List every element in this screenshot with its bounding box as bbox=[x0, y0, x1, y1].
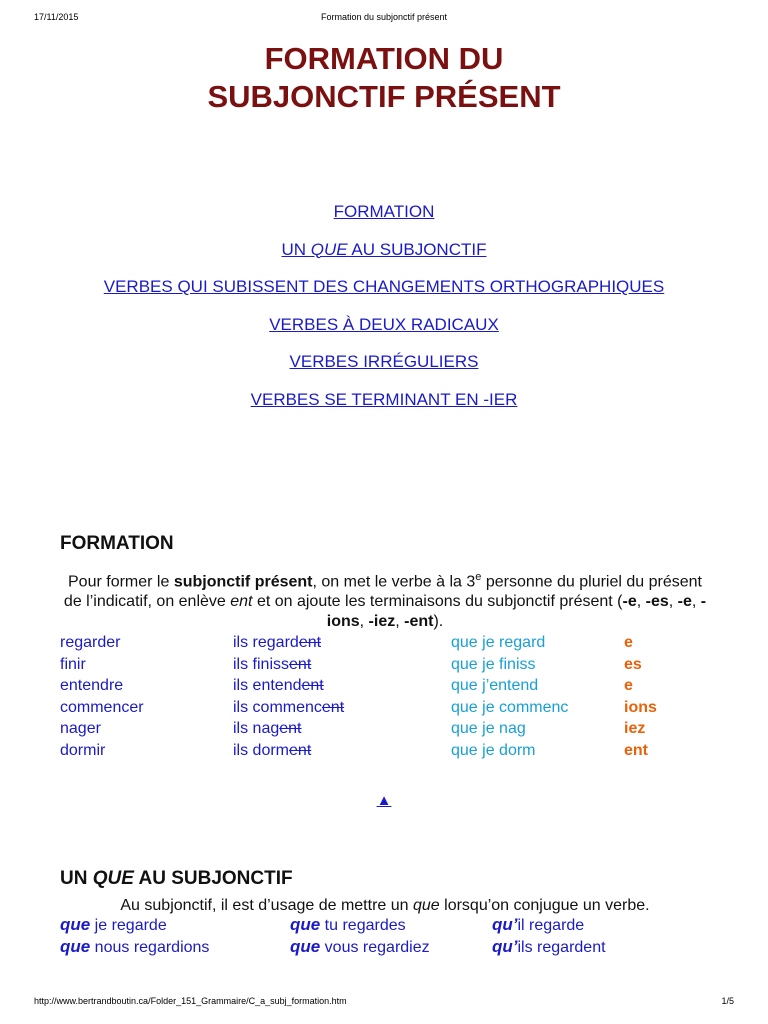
subjunctive-ending: es bbox=[624, 655, 642, 673]
table-row bbox=[60, 742, 720, 764]
table-row bbox=[60, 699, 720, 721]
toc-link-formation[interactable]: FORMATION bbox=[333, 202, 435, 221]
print-header bbox=[0, 12, 768, 26]
table-of-contents bbox=[0, 202, 768, 427]
subjunctive-ending: e bbox=[624, 677, 633, 695]
example-ils: qu’ils regardent bbox=[492, 937, 606, 956]
infinitive: regarder bbox=[60, 634, 121, 651]
example-je: que je regarde bbox=[60, 915, 167, 934]
subjunctive-ending: ent bbox=[624, 741, 648, 759]
indicative-form: ils finissent bbox=[233, 655, 312, 673]
toc-link-deux-radicaux[interactable]: VERBES À DEUX RADICAUX bbox=[269, 314, 499, 334]
infinitive: dormir bbox=[60, 741, 106, 759]
que-examples bbox=[60, 915, 720, 959]
subjunctive-stem: que j’entend bbox=[451, 677, 539, 695]
print-date: 17/11/2015 bbox=[34, 12, 79, 22]
toc-link-changements-orthographiques[interactable]: VERBES QUI SUBISSENT DES CHANGEMENTS ORTHOGRAPHIQUES bbox=[103, 277, 665, 296]
back-to-top-icon[interactable]: ▲ bbox=[376, 792, 392, 809]
conjugation-table bbox=[60, 634, 720, 764]
page-number: 1/5 bbox=[721, 996, 734, 1006]
indicative-form: ils regardent bbox=[233, 634, 322, 651]
toc-link-verbes-ier[interactable]: VERBES SE TERMINANT EN -IER bbox=[250, 389, 518, 409]
subjunctive-ending: iez bbox=[624, 720, 646, 738]
page-title: FORMATION DU SUBJONCTIF PRÉSENT bbox=[207, 41, 561, 114]
toc-link-que-subjonctif[interactable]: UN QUE AU SUBJONCTIF bbox=[281, 239, 487, 259]
formation-paragraph: Pour former le subjonctif présent, on met le verbe à la 3e personne du pluriel du présent de l’indicatif, on enlève ent et on ajoute les terminaisons du subjonctif présent (-e, -es, -e, -ions, -iez, -ent). bbox=[63, 571, 707, 631]
print-page-title: Formation du subjonctif présent bbox=[320, 12, 448, 22]
indicative-form: ils dorment bbox=[233, 741, 312, 759]
table-row bbox=[60, 656, 720, 678]
subjunctive-stem: que je finiss bbox=[451, 655, 536, 673]
infinitive: nager bbox=[60, 720, 101, 738]
example-tu: que tu regardes bbox=[290, 915, 406, 934]
indicative-form: ils commencent bbox=[233, 698, 345, 716]
table-row bbox=[60, 720, 720, 742]
print-url: http://www.bertrandboutin.ca/Folder_151_Grammaire/C_a_subj_formation.htm bbox=[34, 996, 347, 1006]
infinitive: finir bbox=[60, 655, 86, 673]
subjunctive-ending: ions bbox=[624, 698, 657, 716]
section-heading-que-subjonctif: UN QUE AU SUBJONCTIF bbox=[60, 868, 293, 889]
infinitive: entendre bbox=[60, 677, 124, 695]
list-item bbox=[60, 937, 720, 959]
section-heading-formation: FORMATION bbox=[60, 533, 174, 554]
infinitive: commencer bbox=[60, 698, 144, 716]
toc-link-verbes-irreguliers[interactable]: VERBES IRRÉGULIERS bbox=[289, 352, 479, 371]
subjunctive-stem: que je regard bbox=[451, 634, 546, 651]
indicative-form: ils nagent bbox=[233, 720, 302, 738]
example-vous: que vous regardiez bbox=[290, 937, 430, 956]
table-row bbox=[60, 634, 720, 656]
que-paragraph: Au subjonctif, il est d’usage de mettre un que lorsqu’on conjugue un verbe. bbox=[120, 897, 650, 914]
list-item bbox=[60, 915, 720, 937]
subjunctive-stem: que je dorm bbox=[451, 741, 536, 759]
subjunctive-stem: que je commenc bbox=[451, 698, 569, 716]
print-footer bbox=[0, 996, 768, 1010]
example-il: qu’il regarde bbox=[492, 915, 585, 934]
table-row bbox=[60, 677, 720, 699]
indicative-form: ils entendent bbox=[233, 677, 324, 695]
subjunctive-stem: que je nag bbox=[451, 720, 526, 738]
example-nous: que nous regardions bbox=[60, 937, 210, 956]
subjunctive-ending: e bbox=[624, 634, 633, 651]
